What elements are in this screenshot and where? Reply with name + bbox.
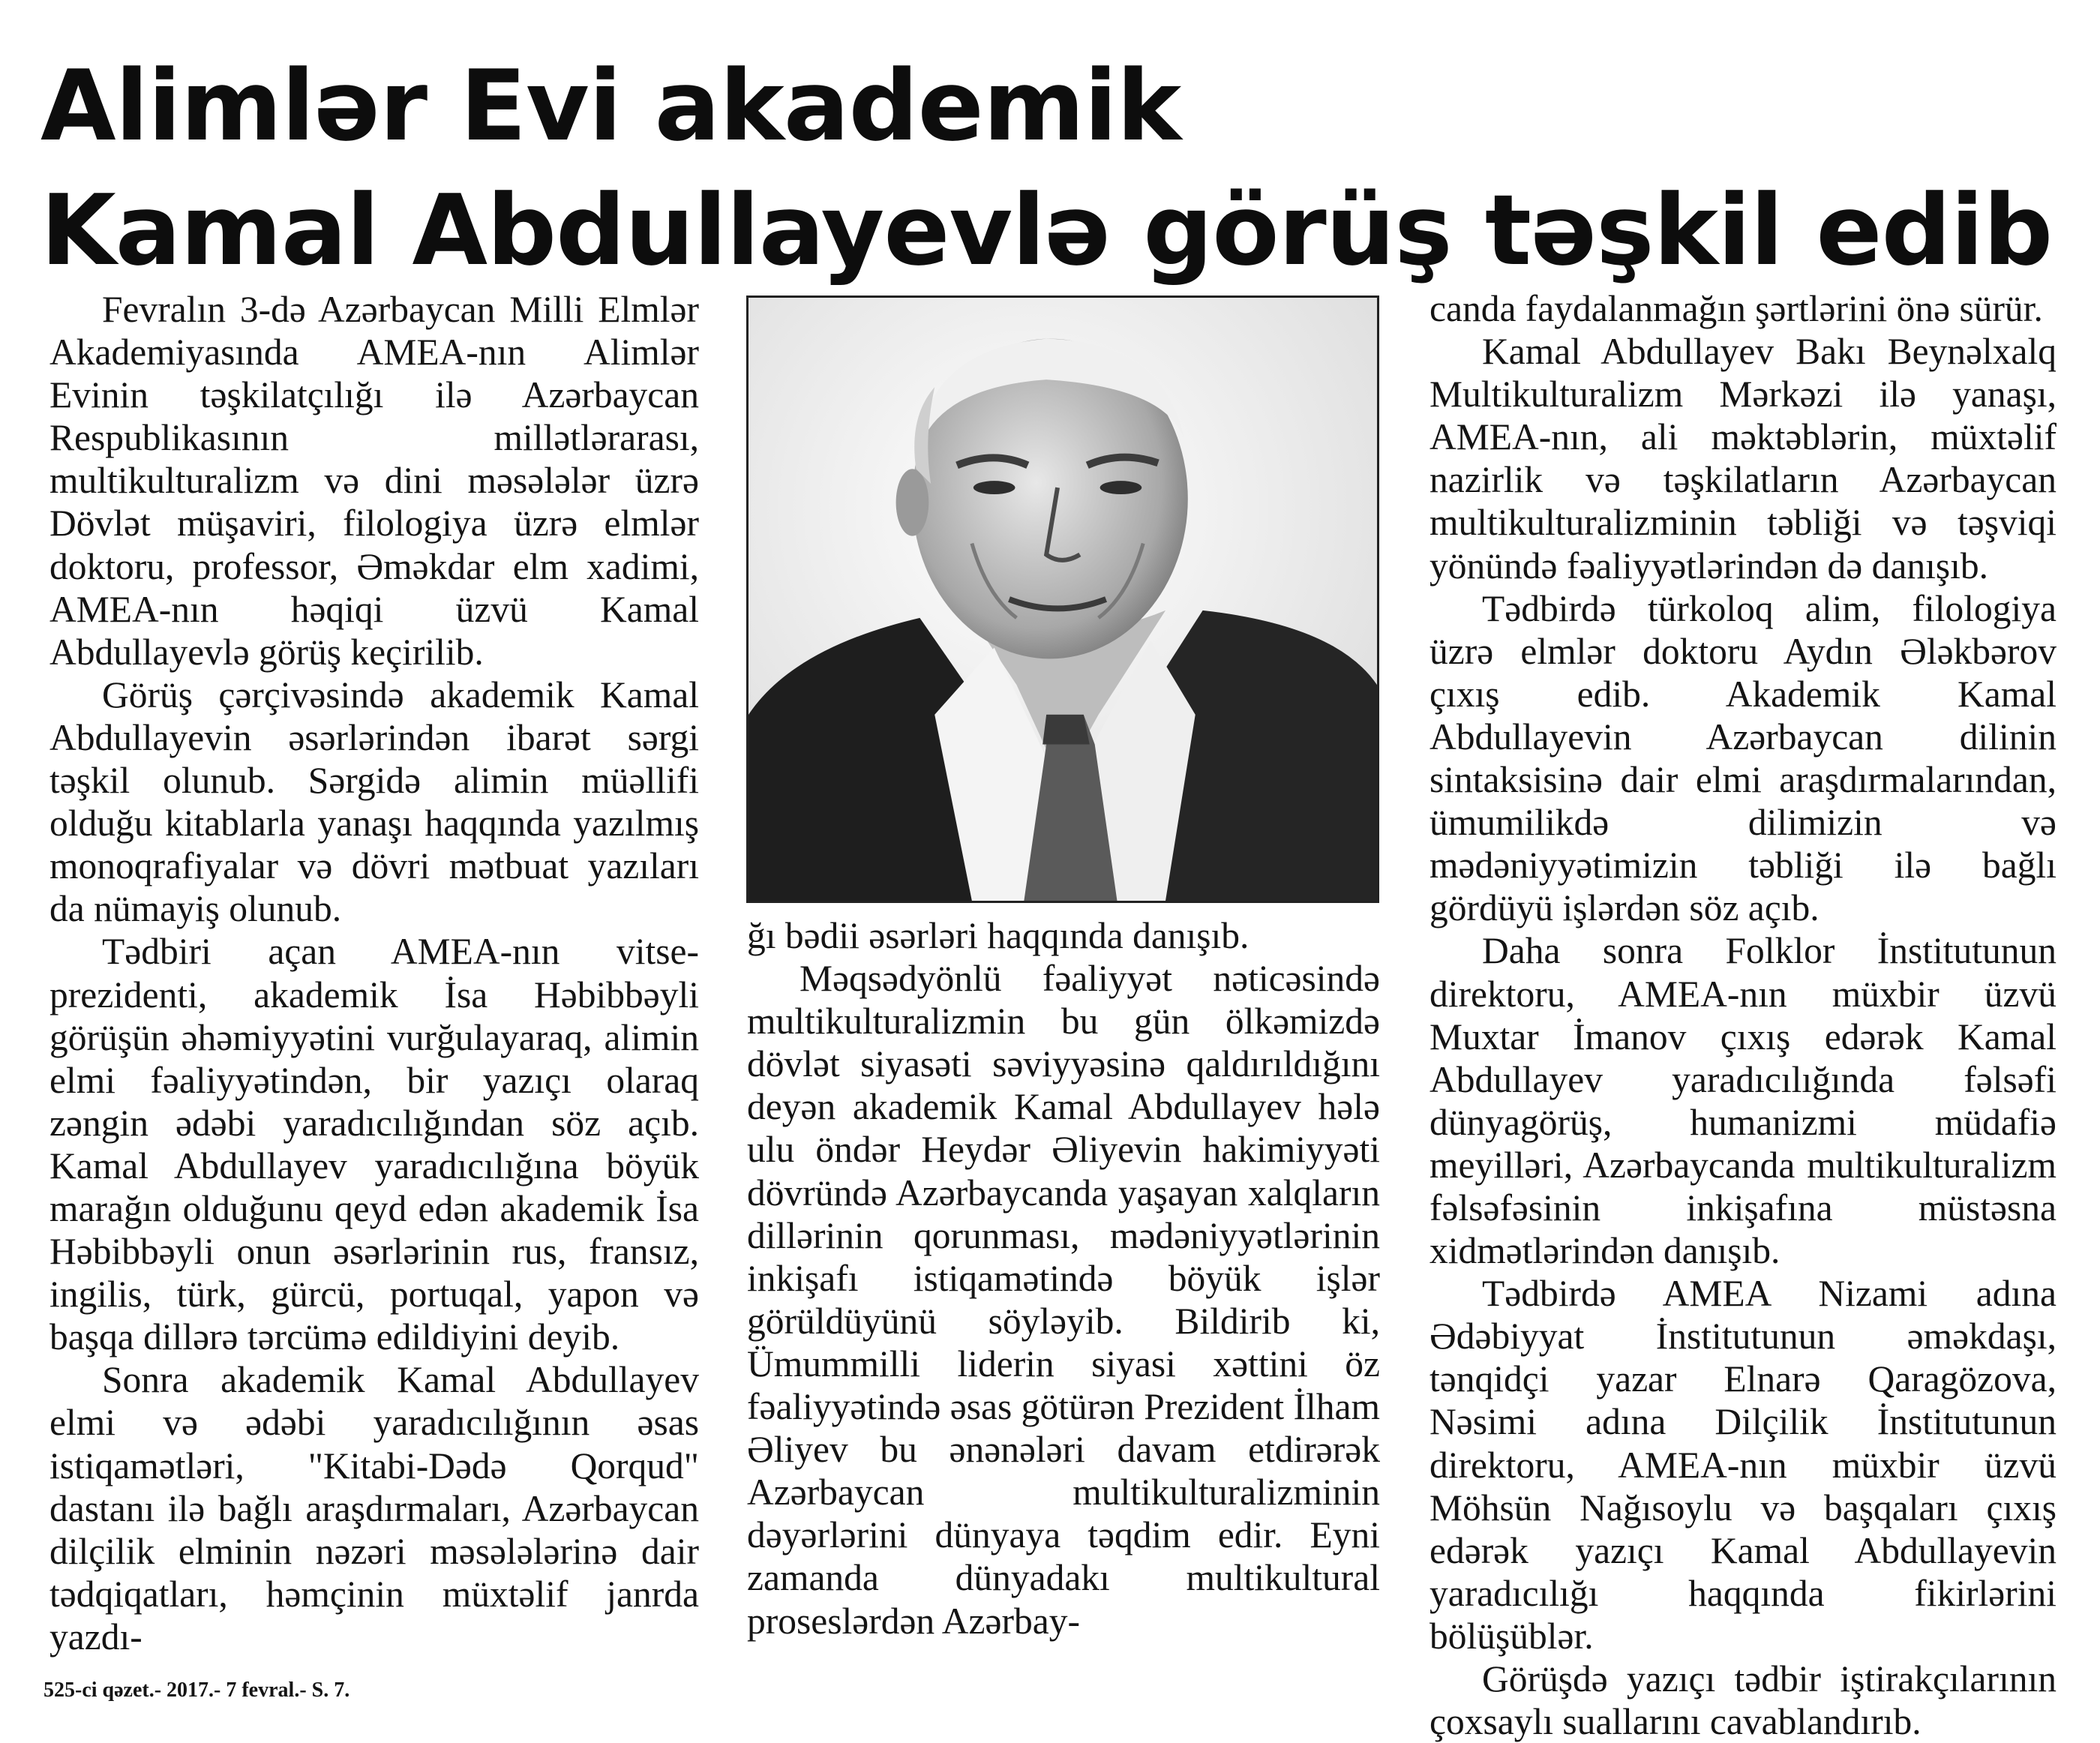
article-column-2 (747, 914, 1380, 1642)
headline-line-2: Kamal Abdullayevlə görüş təşkil edib (40, 173, 2053, 287)
article-column-1 (50, 288, 699, 1658)
paragraph: Görüş çərçivəsində akademik Kamal Abdullayevin əsərlərindən ibarət sərgi təşkil olunub. Sərgidə alimin müəllifi olduğu kitablarla yanaşı haqqında yazılmış monoqrafiyalar və dövri mətbuat yazıları da nümayiş olunub. (50, 674, 699, 930)
paragraph: Tədbirdə AMEA Nizami adına Ədəbiyyat İnstitutunun əməkdaşı, tənqidçi yazar Elnarə Qaragözova, Nəsimi adına Dilçilik İnstitutunun direktoru, AMEA-nın müxbir üzvü Möhsün Nağısoylu və başqaları çıxış edərək yazıçı Kamal Abdullayevin yaradıcılığı haqqında fikirlərini bölüşüblər. (1430, 1273, 2056, 1657)
paragraph: canda faydalanmağın şərtlərini önə sürür. (1430, 288, 2043, 329)
paragraph: Sonra akademik Kamal Abdullayev elmi və ədəbi yaradıcılığının əsas istiqamətləri, "Kitabi-Dədə Qorqud" dastanı ilə bağlı araşdırmaları, Azərbaycan dilçilik elminin nəzəri məsələlərinə dair tədqiqatları, həmçinin müxtəlif janrda yazdı- (50, 1359, 699, 1658)
paragraph: Kamal Abdullayev Bakı Beynəlxalq Multikulturalizm Mərkəzi ilə yanaşı, AMEA-nın, ali məktəblərin, müxtəlif nazirlik və təşkilatların Azərbaycan multikulturalizminin təbliği və təşviqi yönündə fəaliyyətlərindən də danışıb. (1430, 331, 2056, 586)
headline-line-1: Alimlər Evi akademik (40, 49, 1181, 163)
paragraph: Daha sonra Folklor İnstitutunun direktoru, AMEA-nın müxbir üzvü Muxtar İmanov çıxış edərək Kamal Abdullayev yaradıcılığında fəlsəfi dünyagörüş, humanizmi müdafiə meyilləri, Azərbaycanda multikulturalizm fəlsəfəsinin inkişafına müstəsna xidmətlərindən danışıb. (1430, 930, 2056, 1272)
paragraph: ğı bədii əsərləri haqqında danışıb. (747, 915, 1250, 956)
article-column-3 (1430, 287, 2056, 1743)
portrait-photo (746, 296, 1379, 903)
paragraph: Görüşdə yazıçı tədbir iştirakçılarının çoxsaylı suallarını cavablandırıb. (1430, 1658, 2056, 1743)
paragraph: Fevralın 3-də Azərbaycan Milli Elmlər Akademiyasında AMEA-nın Alimlər Evinin təşkilatçılığı ilə Azərbaycan Respublikasının millətlərarası, multikulturalizm və dini məsələlər üzrə Dövlət müşaviri, filologiya üzrə elmlər doktoru, professor, Əməkdar elm xadimi, AMEA-nın həqiqi üzvü Kamal Abdullayevlə görüş keçirilib. (50, 289, 699, 673)
article-headline (40, 44, 2066, 292)
paragraph: Tədbiri açan AMEA-nın vitse-prezidenti, akademik İsa Həbibbəyli görüşün əhəmiyyətini vurğulayaraq, alimin elmi fəaliyyətindən, bir yazıçı olaraq zəngin ədəbi yaradıcılığından söz açıb. Kamal Abdullayev yaradıcılığına böyük marağın olduğunu qeyd edən akademik İsa Həbibbəyli onun əsərlərinin rus, fransız, ingilis, türk, gürcü, portuqal, yapon və başqa dillərə tərcümə edildiyini deyib. (50, 931, 699, 1358)
paragraph: Məqsədyönlü fəaliyyət nəticəsində multikulturalizmin bu gün ölkəmizdə dövlət siyasəti səviyyəsinə qaldırıldığını deyən akademik Kamal Abdullayev hələ ulu öndər Heydər Əliyevin hakimiyyəti dövründə Azərbaycanda yaşayan xalqların dillərinin qorunması, mədəniyyətlərinin inkişafı istiqamətində böyük işlər görüldüyünü söyləyib. Bildirib ki, Ümummilli liderin siyasi xəttini öz fəaliyyətində əsas götürən Prezident İlham Əliyev bu ənənələri davam etdirərək Azərbaycan multikulturalizminin dəyərlərini dünyaya təqdim edir. Eyni zamanda dünyadakı multikultural proseslərdən Azərbay- (747, 958, 1380, 1642)
source-citation: 525-ci qəzet.- 2017.- 7 fevral.- S. 7. (44, 1678, 350, 1702)
paragraph: Tədbirdə türkoloq alim, filologiya üzrə elmlər doktoru Aydın Ələkbərov çıxış edib. Akademik Kamal Abdullayevin Azərbaycan dilinin sintaksisinə dair elmi araşdırmalarından, ümumilikdə dilimizin və mədəniyyətimizin təbliği ilə bağlı gördüyü işlərdən söz açıb. (1430, 587, 2056, 929)
